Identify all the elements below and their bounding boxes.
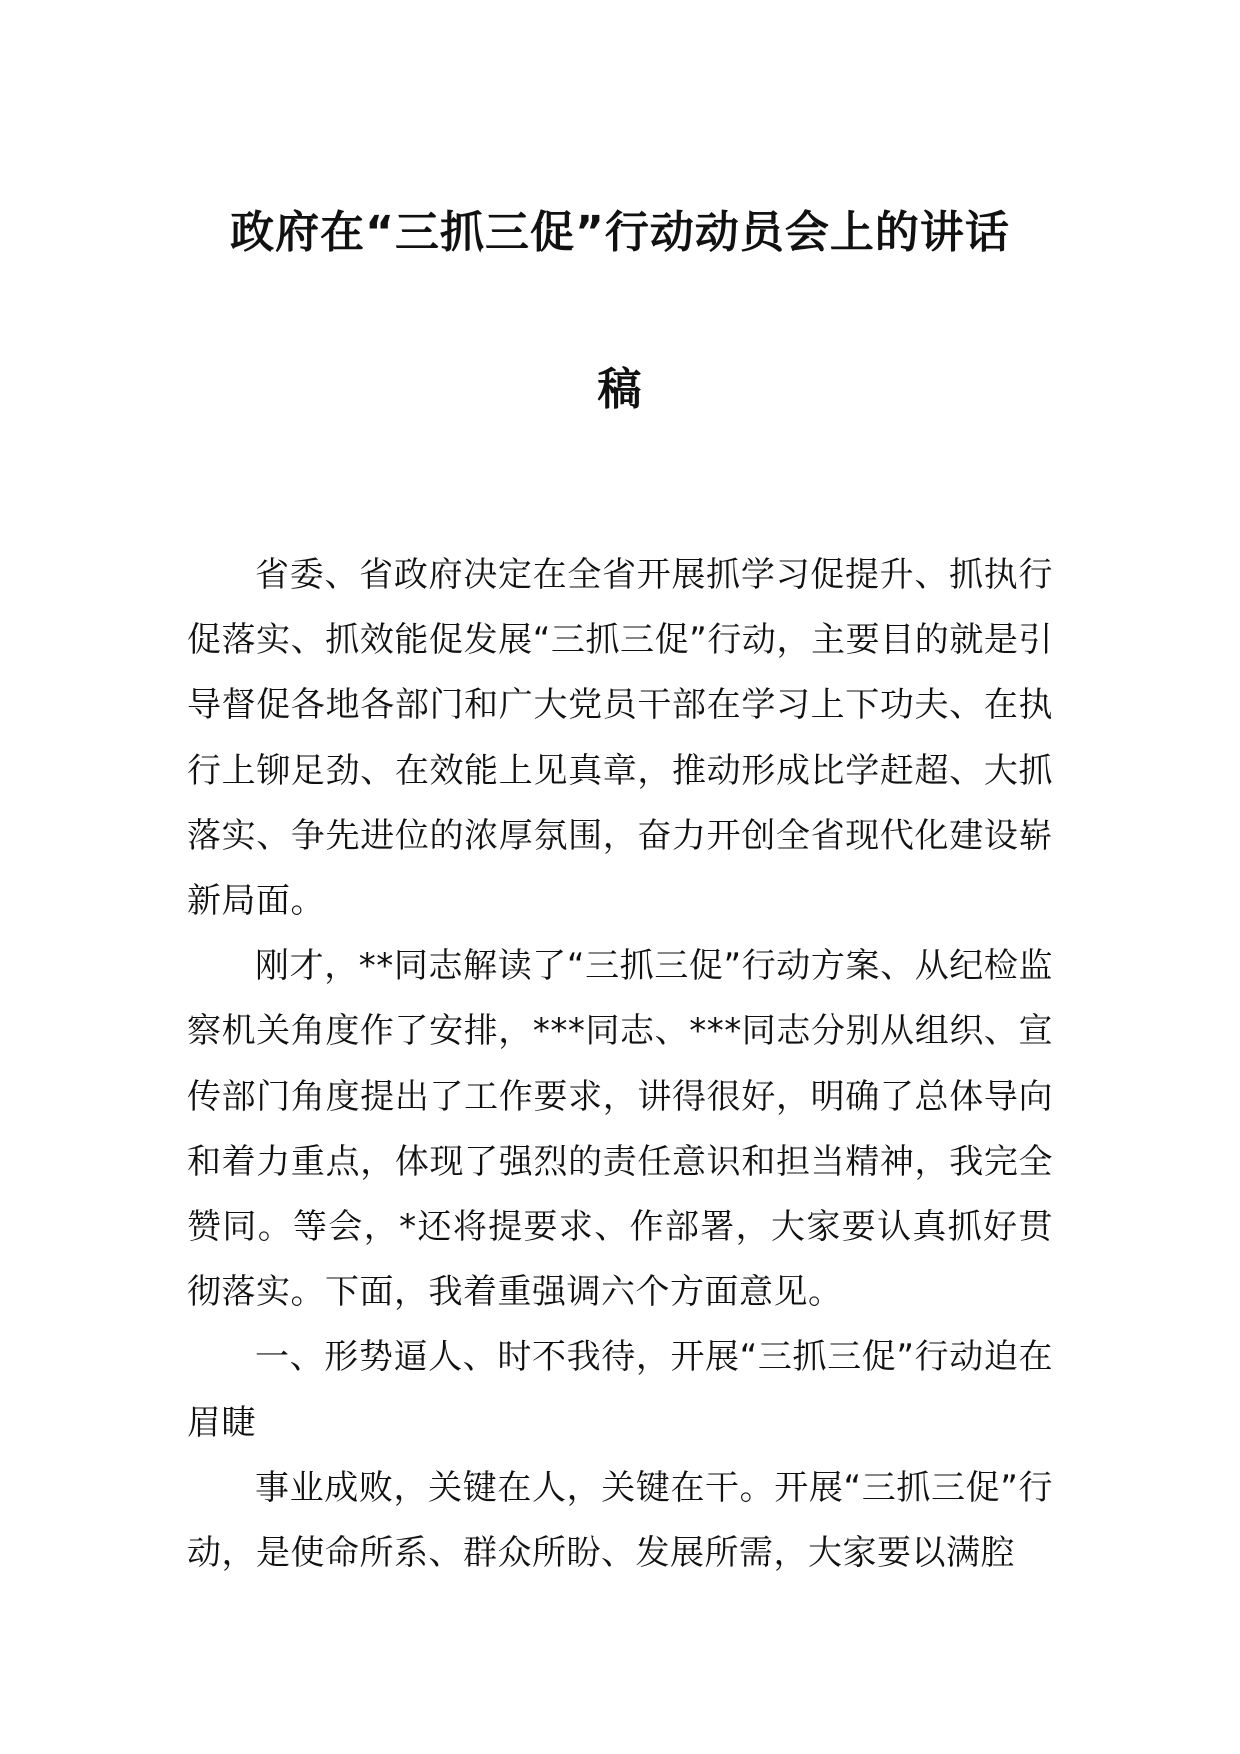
document-title-line-2: 稿 — [597, 364, 643, 415]
section-heading-1: 一、形势逼人、时不我待，开展“三抓三促”行动迫在眉睫 — [187, 1337, 1053, 1443]
paragraph-section-1: 事业成败，关键在人，关键在干。开展“三抓三促”行动，是使命所系、群众所盼、发展所需，大家要以满腔 — [187, 1467, 1053, 1574]
paragraph-intro: 省委、省政府决定在全省开展抓学习促提升、抓执行促落实、抓效能促发展“三抓三促”行动，主要目的就是引导督促各地各部门和广大党员干部在学习上下功夫、在执行上铆足劲、在效能上见真章，推动形成比学赶超、大抓落实、争先进位的浓厚氛围，奋力开创全省现代化建设崭新局面。 — [187, 555, 1053, 922]
paragraph-context: 刚才，**同志解读了“三抓三促”行动方案、从纪检监察机关角度作了安排，***同志、***同志分别从组织、宣传部门角度提出了工作要求，讲得很好，明确了总体导向和着力重点，体现了强烈的责任意识和担当精神，我完全赞同。等会，*还将提要求、作部署，大家要认真抓好贯彻落实。下面，我着重强调六个方面意见。 — [187, 946, 1053, 1313]
document-body — [187, 543, 1053, 1586]
document-title-line-1: 政府在“三抓三促”行动动员会上的讲话 — [230, 207, 1010, 258]
